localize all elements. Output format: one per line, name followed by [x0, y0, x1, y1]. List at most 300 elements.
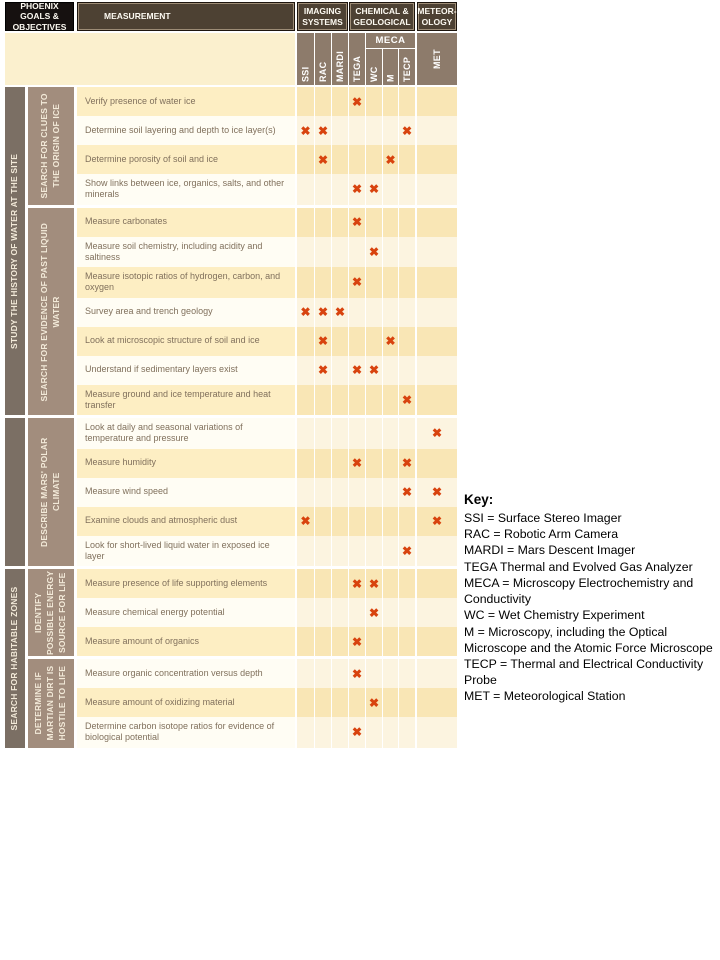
cell-ssi — [297, 717, 314, 748]
column-label: TEGA — [352, 55, 362, 82]
key-entries — [464, 510, 720, 705]
subgroup-label: DESCRIBE MARS' POLAR CLIMATE — [39, 437, 61, 547]
cell-ssi — [297, 688, 314, 717]
cell-wc — [366, 688, 382, 717]
cell-tega — [349, 627, 365, 656]
cell-wc — [366, 145, 382, 174]
cell-tega — [349, 174, 365, 205]
cell-m — [383, 385, 398, 416]
x-mark-icon: ✖ — [401, 392, 413, 407]
cell-m — [383, 478, 398, 507]
cell-met — [417, 385, 457, 416]
x-mark-icon: ✖ — [300, 305, 311, 319]
table-row — [77, 208, 457, 237]
x-mark-icon: ✖ — [401, 456, 413, 470]
key-title: Key: — [464, 492, 494, 507]
row-list — [77, 418, 457, 566]
subgroup-label-cell — [28, 659, 74, 748]
cell-mardi — [332, 478, 348, 507]
objective-label: SEARCH FOR HABITABLE ZONES — [9, 586, 20, 731]
cell-met — [417, 208, 457, 237]
instrument-columns-row — [5, 33, 457, 85]
cell-mardi — [332, 569, 348, 598]
cell-ssi — [297, 356, 314, 385]
cell-m — [383, 267, 398, 298]
column-header-met — [417, 33, 457, 85]
column-label: TECP — [402, 56, 412, 82]
column-label: RAC — [318, 61, 328, 82]
cell-tecp — [399, 385, 415, 416]
cell-wc — [366, 659, 382, 688]
cell-mardi — [332, 116, 348, 145]
x-mark-icon: ✖ — [431, 485, 443, 499]
measurement-label: Look at daily and seasonal variations of temperature and pressure — [77, 418, 295, 449]
cell-mardi — [332, 659, 348, 688]
meteorology-header: METEOR-OLOGY — [417, 2, 457, 31]
cell-tecp — [399, 418, 415, 449]
subgroup — [28, 569, 457, 656]
measurement-label: Survey area and trench geology — [77, 298, 295, 327]
table-row — [77, 688, 457, 717]
cell-m — [383, 208, 398, 237]
measurement-label: Measure amount of oxidizing material — [77, 688, 295, 717]
cell-met — [417, 237, 457, 268]
column-label: WC — [369, 66, 379, 82]
x-mark-icon: ✖ — [351, 215, 363, 229]
measurement-label: Measure amount of organics — [77, 627, 295, 656]
cell-m — [383, 507, 398, 536]
measurement-label: Verify presence of water ice — [77, 87, 295, 116]
cell-mardi — [332, 688, 348, 717]
cell-m — [383, 356, 398, 385]
cell-mardi — [332, 627, 348, 656]
cell-rac — [315, 385, 331, 416]
cell-m — [383, 717, 398, 748]
x-mark-icon: ✖ — [385, 152, 396, 167]
cell-met — [417, 145, 457, 174]
measurement-label: Measure humidity — [77, 449, 295, 478]
measurement-header: MEASUREMENT — [77, 2, 295, 31]
cell-tega — [349, 237, 365, 268]
cell-mardi — [332, 598, 348, 627]
x-mark-icon: ✖ — [431, 426, 443, 441]
table-row — [77, 418, 457, 449]
objective-label — [5, 418, 25, 566]
cell-tega — [349, 449, 365, 478]
cell-ssi — [297, 208, 314, 237]
row-list — [77, 208, 457, 416]
cell-mardi — [332, 267, 348, 298]
cell-ssi — [297, 536, 314, 567]
table-row — [77, 627, 457, 656]
cell-wc — [366, 536, 382, 567]
cell-met — [417, 688, 457, 717]
cell-ssi — [297, 174, 314, 205]
cell-rac — [315, 507, 331, 536]
row-list — [77, 659, 457, 748]
cell-rac — [315, 267, 331, 298]
cell-mardi — [332, 418, 348, 449]
objective-group — [5, 418, 457, 566]
cell-wc — [366, 327, 382, 356]
cell-m — [383, 449, 398, 478]
x-mark-icon: ✖ — [401, 485, 413, 499]
cell-ssi — [297, 449, 314, 478]
cell-met — [417, 87, 457, 116]
subgroup-label-cell — [28, 208, 74, 416]
cell-ssi — [297, 298, 314, 327]
cell-tecp — [399, 298, 415, 327]
cell-rac — [315, 659, 331, 688]
imaging-systems-header: IMAGING SYSTEMS — [297, 2, 348, 31]
key-entry: MARDI = Mars Descent Imager — [464, 543, 636, 558]
column-header-m — [383, 49, 398, 85]
cell-mardi — [332, 385, 348, 416]
cell-m — [383, 116, 398, 145]
cell-met — [417, 356, 457, 385]
table-row — [77, 569, 457, 598]
cell-mardi — [332, 298, 348, 327]
cell-mardi — [332, 449, 348, 478]
cell-tega — [349, 659, 365, 688]
cell-ssi — [297, 598, 314, 627]
cell-wc — [366, 478, 382, 507]
cell-tecp — [399, 237, 415, 268]
cell-tega — [349, 536, 365, 567]
x-mark-icon: ✖ — [351, 576, 363, 591]
objective-group — [5, 569, 457, 748]
x-mark-icon: ✖ — [300, 123, 311, 138]
x-mark-icon: ✖ — [351, 725, 363, 740]
column-header-tecp — [399, 49, 415, 85]
x-mark-icon: ✖ — [401, 123, 413, 138]
cell-tega — [349, 208, 365, 237]
cell-rac — [315, 536, 331, 567]
column-header-mardi — [332, 33, 348, 85]
subgroup-label: SEARCH FOR EVIDENCE OF PAST LIQUID WATER — [39, 221, 61, 401]
column-header-wc — [366, 49, 382, 85]
objective-group — [5, 87, 457, 415]
key-entry: WC = Wet Chemistry Experiment — [464, 608, 645, 623]
cell-tega — [349, 688, 365, 717]
cell-m — [383, 327, 398, 356]
cell-met — [417, 536, 457, 567]
cell-tecp — [399, 208, 415, 237]
cell-tega — [349, 478, 365, 507]
cell-met — [417, 478, 457, 507]
x-mark-icon: ✖ — [351, 275, 363, 290]
table-row — [77, 145, 457, 174]
table-row — [77, 385, 457, 416]
cell-m — [383, 688, 398, 717]
header-spacer — [5, 33, 295, 85]
cell-m — [383, 536, 398, 567]
x-mark-icon: ✖ — [385, 334, 396, 348]
cell-tecp — [399, 478, 415, 507]
cell-rac — [315, 208, 331, 237]
cell-wc — [366, 208, 382, 237]
table-row — [77, 507, 457, 536]
measurement-label: Look at microscopic structure of soil and ice — [77, 327, 295, 356]
table-row — [77, 298, 457, 327]
cell-mardi — [332, 208, 348, 237]
goals-objectives-header: PHOENIX GOALS & OBJECTIVES — [5, 2, 74, 31]
table-row — [77, 356, 457, 385]
cell-tecp — [399, 598, 415, 627]
measurement-label: Show links between ice, organics, salts, and other minerals — [77, 174, 295, 205]
column-label: M — [385, 74, 396, 82]
key-entry: MET = Meteorological Station — [464, 689, 626, 704]
cell-met — [417, 598, 457, 627]
table-row — [77, 598, 457, 627]
table-row — [77, 478, 457, 507]
cell-tega — [349, 298, 365, 327]
cell-tecp — [399, 327, 415, 356]
instrument-measurement-matrix — [5, 2, 457, 751]
cell-m — [383, 298, 398, 327]
cell-ssi — [297, 237, 314, 268]
measurement-label: Look for short-lived liquid water in exposed ice layer — [77, 536, 295, 567]
cell-rac — [315, 327, 331, 356]
cell-wc — [366, 237, 382, 268]
measurement-label: Measure presence of life supporting elements — [77, 569, 295, 598]
cell-tecp — [399, 717, 415, 748]
meca-column-group — [366, 33, 415, 85]
subgroup — [28, 659, 457, 748]
cell-tecp — [399, 659, 415, 688]
cell-ssi — [297, 478, 314, 507]
key-entry: MECA = Microscopy Electrochemistry and Conductivity — [464, 575, 694, 607]
cell-met — [417, 298, 457, 327]
cell-tega — [349, 507, 365, 536]
cell-ssi — [297, 145, 314, 174]
cell-wc — [366, 507, 382, 536]
cell-met — [417, 174, 457, 205]
cell-mardi — [332, 145, 348, 174]
table-row — [77, 267, 457, 298]
x-mark-icon: ✖ — [368, 363, 380, 377]
cell-tecp — [399, 356, 415, 385]
x-mark-icon: ✖ — [317, 305, 329, 319]
key-entry: RAC = Robotic Arm Camera — [464, 527, 619, 542]
measurement-label: Determine porosity of soil and ice — [77, 145, 295, 174]
table-header-row — [5, 2, 457, 31]
cell-rac — [315, 298, 331, 327]
cell-rac — [315, 598, 331, 627]
subgroup-label: SEARCH FOR CLUES TO THE ORIGIN OF ICE — [39, 93, 61, 199]
key-entry: TEGA Thermal and Evolved Gas Analyzer — [464, 559, 693, 574]
cell-mardi — [332, 717, 348, 748]
table-row — [77, 237, 457, 268]
measurement-label: Examine clouds and atmospheric dust — [77, 507, 295, 536]
x-mark-icon: ✖ — [317, 334, 329, 348]
cell-ssi — [297, 659, 314, 688]
row-list — [77, 87, 457, 205]
cell-met — [417, 449, 457, 478]
measurement-label: Measure isotopic ratios of hydrogen, carbon, and oxygen — [77, 267, 295, 298]
column-label: MET — [432, 49, 442, 69]
instrument-key — [464, 492, 720, 705]
cell-mardi — [332, 237, 348, 268]
cell-m — [383, 598, 398, 627]
table-row — [77, 449, 457, 478]
cell-mardi — [332, 507, 348, 536]
cell-rac — [315, 418, 331, 449]
cell-mardi — [332, 536, 348, 567]
cell-wc — [366, 87, 382, 116]
subgroup-label-cell — [28, 87, 74, 205]
column-label: MARDI — [335, 51, 345, 82]
cell-rac — [315, 717, 331, 748]
cell-ssi — [297, 507, 314, 536]
cell-m — [383, 87, 398, 116]
cell-m — [383, 659, 398, 688]
cell-tega — [349, 356, 365, 385]
objective-label: STUDY THE HISTORY OF WATER AT THE SITE — [9, 153, 20, 349]
cell-tecp — [399, 116, 415, 145]
subgroup — [28, 418, 457, 566]
x-mark-icon: ✖ — [368, 605, 380, 620]
row-list — [77, 569, 457, 656]
subgroup-list — [28, 569, 457, 748]
x-mark-icon: ✖ — [368, 576, 380, 591]
cell-tega — [349, 418, 365, 449]
cell-ssi — [297, 327, 314, 356]
measurement-label: Determine carbon isotope ratios for evidence of biological potential — [77, 717, 295, 748]
cell-rac — [315, 688, 331, 717]
cell-met — [417, 659, 457, 688]
x-mark-icon: ✖ — [368, 695, 380, 710]
cell-mardi — [332, 356, 348, 385]
cell-wc — [366, 717, 382, 748]
cell-tega — [349, 385, 365, 416]
cell-wc — [366, 356, 382, 385]
cell-wc — [366, 598, 382, 627]
cell-ssi — [297, 385, 314, 416]
cell-wc — [366, 418, 382, 449]
subgroup-list — [28, 87, 457, 415]
cell-tecp — [399, 688, 415, 717]
x-mark-icon: ✖ — [351, 456, 363, 470]
x-mark-icon: ✖ — [317, 123, 329, 138]
cell-met — [417, 569, 457, 598]
cell-mardi — [332, 327, 348, 356]
cell-ssi — [297, 569, 314, 598]
cell-ssi — [297, 418, 314, 449]
table-row — [77, 174, 457, 205]
subgroup-label: DETERMINE IF MARTIAN DIRT IS HOSTILE TO LIFE — [33, 665, 67, 741]
measurement-label: Measure carbonates — [77, 208, 295, 237]
column-label: SSI — [300, 66, 311, 82]
measurement-label: Understand if sedimentary layers exist — [77, 356, 295, 385]
column-header-ssi — [297, 33, 314, 85]
cell-tega — [349, 116, 365, 145]
subgroup-label-cell — [28, 418, 74, 566]
cell-rac — [315, 116, 331, 145]
x-mark-icon: ✖ — [368, 244, 380, 259]
x-mark-icon: ✖ — [351, 666, 363, 681]
cell-wc — [366, 116, 382, 145]
column-header-tega — [349, 33, 365, 85]
cell-ssi — [297, 267, 314, 298]
cell-met — [417, 327, 457, 356]
cell-rac — [315, 145, 331, 174]
meca-group-label: MECA — [366, 33, 415, 49]
measurement-label: Measure soil chemistry, including acidity and saltiness — [77, 237, 295, 268]
key-entry: TECP = Thermal and Electrical Conductivity Probe — [464, 656, 704, 688]
measurement-label: Measure organic concentration versus depth — [77, 659, 295, 688]
cell-tecp — [399, 87, 415, 116]
cell-wc — [366, 449, 382, 478]
x-mark-icon: ✖ — [351, 363, 363, 377]
subgroup — [28, 87, 457, 205]
cell-wc — [366, 174, 382, 205]
cell-tecp — [399, 627, 415, 656]
x-mark-icon: ✖ — [317, 152, 329, 167]
measurement-label: Measure wind speed — [77, 478, 295, 507]
cell-tega — [349, 327, 365, 356]
cell-tega — [349, 569, 365, 598]
cell-rac — [315, 356, 331, 385]
cell-tega — [349, 87, 365, 116]
meca-subcolumns — [366, 49, 415, 85]
cell-tecp — [399, 449, 415, 478]
measurement-label: Determine soil layering and depth to ice layer(s) — [77, 116, 295, 145]
cell-m — [383, 418, 398, 449]
cell-met — [417, 717, 457, 748]
cell-tega — [349, 267, 365, 298]
x-mark-icon: ✖ — [300, 514, 311, 528]
cell-met — [417, 507, 457, 536]
cell-rac — [315, 174, 331, 205]
cell-met — [417, 418, 457, 449]
cell-m — [383, 174, 398, 205]
key-entry: SSI = Surface Stereo Imager — [464, 511, 622, 525]
measurement-label: Measure ground and ice temperature and heat transfer — [77, 385, 295, 416]
subgroup-label: IDENTIFY POSSIBLE ENERGY SOURCE FOR LIFE — [33, 570, 67, 655]
measurement-label: Measure chemical energy potential — [77, 598, 295, 627]
cell-met — [417, 627, 457, 656]
table-row — [77, 327, 457, 356]
x-mark-icon: ✖ — [431, 514, 443, 528]
x-mark-icon: ✖ — [317, 363, 329, 377]
cell-tega — [349, 717, 365, 748]
cell-tecp — [399, 174, 415, 205]
cell-mardi — [332, 87, 348, 116]
cell-tecp — [399, 536, 415, 567]
table-row — [77, 536, 457, 567]
cell-tecp — [399, 267, 415, 298]
cell-rac — [315, 449, 331, 478]
cell-wc — [366, 569, 382, 598]
cell-tega — [349, 145, 365, 174]
cell-met — [417, 267, 457, 298]
cell-tecp — [399, 507, 415, 536]
table-row — [77, 717, 457, 748]
cell-ssi — [297, 627, 314, 656]
cell-tecp — [399, 145, 415, 174]
cell-rac — [315, 87, 331, 116]
cell-m — [383, 237, 398, 268]
cell-wc — [366, 385, 382, 416]
cell-m — [383, 627, 398, 656]
x-mark-icon: ✖ — [401, 543, 413, 558]
x-mark-icon: ✖ — [351, 634, 363, 649]
cell-m — [383, 145, 398, 174]
cell-wc — [366, 627, 382, 656]
cell-wc — [366, 267, 382, 298]
objective-label-cell — [5, 569, 25, 748]
